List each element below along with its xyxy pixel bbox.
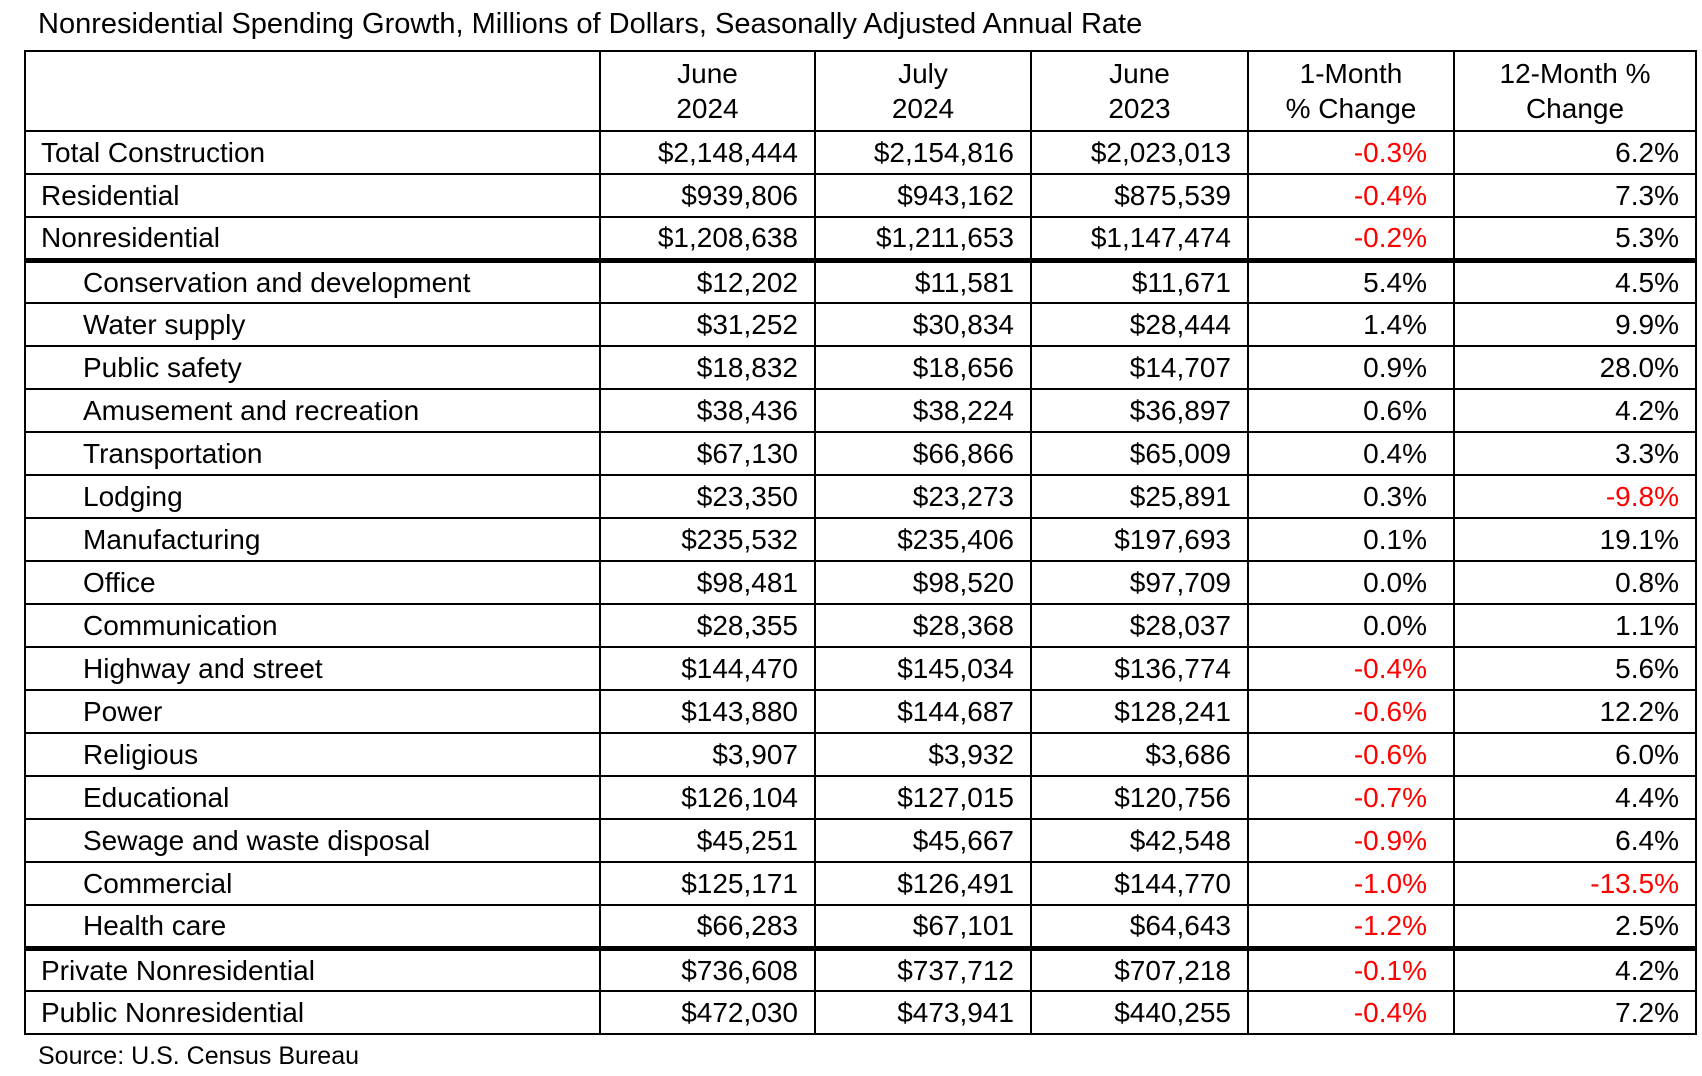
cell-june-2023: $28,037 [1031,604,1248,647]
cell-1-month-pct-change: 0.6% [1248,389,1454,432]
table-row [25,862,1696,905]
header-june-2024 [600,51,815,131]
cell-july-2024: $473,941 [815,991,1031,1034]
cell-12-month-pct-change: 4.2% [1454,389,1696,432]
table-row [25,647,1696,690]
cell-12-month-pct-change: 3.3% [1454,432,1696,475]
header-line-1: 1-Month [1299,57,1403,89]
table-row [25,733,1696,776]
cell-july-2024: $3,932 [815,733,1031,776]
page-title: Nonresidential Spending Growth, Millions of Dollars, Seasonally Adjusted Annual Rate [38,8,1143,40]
cell-june-2024: $3,907 [600,733,815,776]
cell-july-2024: $737,712 [815,948,1031,991]
table-row [25,561,1696,604]
cell-12-month-pct-change: 12.2% [1454,690,1696,733]
cell-june-2023: $875,539 [1031,174,1248,217]
table-row [25,174,1696,217]
header-line-2: Change [1525,93,1625,125]
cell-1-month-pct-change: 0.0% [1248,561,1454,604]
cell-12-month-pct-change: 2.5% [1454,905,1696,948]
row-label: Educational [25,776,600,819]
cell-june-2023: $3,686 [1031,733,1248,776]
table-row [25,303,1696,346]
cell-june-2024: $235,532 [600,518,815,561]
row-label: Health care [25,905,600,948]
cell-june-2024: $38,436 [600,389,815,432]
table-row [25,346,1696,389]
cell-june-2024: $144,470 [600,647,815,690]
header-1-month-pct-change [1248,51,1454,131]
cell-june-2023: $64,643 [1031,905,1248,948]
cell-june-2024: $736,608 [600,948,815,991]
cell-june-2024: $23,350 [600,475,815,518]
cell-12-month-pct-change: 6.0% [1454,733,1696,776]
cell-july-2024: $2,154,816 [815,131,1031,174]
row-label: Commercial [25,862,600,905]
cell-12-month-pct-change: 6.2% [1454,131,1696,174]
cell-12-month-pct-change: 4.2% [1454,948,1696,991]
cell-june-2023: $28,444 [1031,303,1248,346]
cell-12-month-pct-change: 5.3% [1454,217,1696,260]
cell-1-month-pct-change: -0.7% [1248,776,1454,819]
cell-june-2023: $2,023,013 [1031,131,1248,174]
cell-july-2024: $127,015 [815,776,1031,819]
cell-june-2023: $36,897 [1031,389,1248,432]
row-label: Highway and street [25,647,600,690]
row-label: Public safety [25,346,600,389]
cell-june-2023: $25,891 [1031,475,1248,518]
cell-1-month-pct-change: -0.4% [1248,647,1454,690]
cell-1-month-pct-change: -0.2% [1248,217,1454,260]
cell-june-2024: $126,104 [600,776,815,819]
cell-1-month-pct-change: -1.0% [1248,862,1454,905]
cell-june-2023: $144,770 [1031,862,1248,905]
header-category [25,51,600,131]
cell-july-2024: $18,656 [815,346,1031,389]
table-row [25,432,1696,475]
cell-june-2024: $12,202 [600,260,815,303]
cell-july-2024: $67,101 [815,905,1031,948]
header-line-1: 12-Month % [1499,57,1651,89]
table-row [25,604,1696,647]
table-row [25,690,1696,733]
table-row [25,905,1696,948]
cell-july-2024: $30,834 [815,303,1031,346]
row-label: Religious [25,733,600,776]
cell-june-2024: $45,251 [600,819,815,862]
cell-1-month-pct-change: 0.0% [1248,604,1454,647]
table-row [25,991,1696,1034]
table-row [25,776,1696,819]
cell-june-2024: $18,832 [600,346,815,389]
cell-12-month-pct-change: 7.3% [1454,174,1696,217]
cell-july-2024: $38,224 [815,389,1031,432]
cell-june-2023: $440,255 [1031,991,1248,1034]
cell-june-2024: $1,208,638 [600,217,815,260]
header-line-2: 2024 [676,93,739,125]
cell-july-2024: $1,211,653 [815,217,1031,260]
cell-june-2024: $31,252 [600,303,815,346]
cell-june-2023: $707,218 [1031,948,1248,991]
cell-june-2023: $136,774 [1031,647,1248,690]
header-line-2: 2024 [891,93,955,125]
table-row [25,217,1696,260]
header-june-2023 [1031,51,1248,131]
cell-june-2024: $143,880 [600,690,815,733]
cell-july-2024: $126,491 [815,862,1031,905]
cell-12-month-pct-change: 7.2% [1454,991,1696,1034]
cell-june-2024: $98,481 [600,561,815,604]
row-label: Water supply [25,303,600,346]
cell-12-month-pct-change: 0.8% [1454,561,1696,604]
cell-june-2023: $97,709 [1031,561,1248,604]
cell-1-month-pct-change: -0.3% [1248,131,1454,174]
cell-june-2024: $472,030 [600,991,815,1034]
cell-12-month-pct-change: 28.0% [1454,346,1696,389]
row-label: Residential [25,174,600,217]
cell-june-2024: $28,355 [600,604,815,647]
cell-12-month-pct-change: 19.1% [1454,518,1696,561]
row-label: Amusement and recreation [25,389,600,432]
cell-1-month-pct-change: -1.2% [1248,905,1454,948]
row-label: Private Nonresidential [25,948,600,991]
row-label: Sewage and waste disposal [25,819,600,862]
row-label: Total Construction [25,131,600,174]
table-row [25,948,1696,991]
cell-1-month-pct-change: 1.4% [1248,303,1454,346]
table-body [25,131,1696,1034]
cell-12-month-pct-change: 4.4% [1454,776,1696,819]
cell-12-month-pct-change: 9.9% [1454,303,1696,346]
cell-june-2024: $939,806 [600,174,815,217]
row-label: Communication [25,604,600,647]
cell-12-month-pct-change: -9.8% [1454,475,1696,518]
cell-june-2023: $1,147,474 [1031,217,1248,260]
table-row [25,389,1696,432]
header-line-2: % Change [1285,93,1417,125]
cell-june-2024: $66,283 [600,905,815,948]
table-row [25,475,1696,518]
row-label: Transportation [25,432,600,475]
cell-1-month-pct-change: 0.3% [1248,475,1454,518]
header-line-1: June [677,57,738,89]
cell-12-month-pct-change: -13.5% [1454,862,1696,905]
cell-june-2024: $125,171 [600,862,815,905]
cell-july-2024: $235,406 [815,518,1031,561]
cell-1-month-pct-change: -0.9% [1248,819,1454,862]
cell-july-2024: $66,866 [815,432,1031,475]
cell-july-2024: $11,581 [815,260,1031,303]
header-july-2024 [815,51,1031,131]
cell-june-2023: $65,009 [1031,432,1248,475]
cell-12-month-pct-change: 1.1% [1454,604,1696,647]
cell-july-2024: $23,273 [815,475,1031,518]
cell-12-month-pct-change: 6.4% [1454,819,1696,862]
cell-july-2024: $145,034 [815,647,1031,690]
cell-1-month-pct-change: 0.1% [1248,518,1454,561]
cell-1-month-pct-change: -0.4% [1248,991,1454,1034]
header-line-1: June [1109,57,1170,89]
source-note: Source: U.S. Census Bureau [38,1042,359,1071]
header-line-2: 2023 [1108,93,1171,125]
table-row [25,819,1696,862]
row-label: Office [25,561,600,604]
cell-july-2024: $28,368 [815,604,1031,647]
row-label: Lodging [25,475,600,518]
row-label: Power [25,690,600,733]
cell-june-2024: $2,148,444 [600,131,815,174]
cell-june-2023: $128,241 [1031,690,1248,733]
cell-1-month-pct-change: 0.4% [1248,432,1454,475]
cell-july-2024: $144,687 [815,690,1031,733]
spending-table [24,50,1697,1035]
row-label: Manufacturing [25,518,600,561]
cell-12-month-pct-change: 5.6% [1454,647,1696,690]
cell-july-2024: $943,162 [815,174,1031,217]
table-row [25,260,1696,303]
cell-july-2024: $45,667 [815,819,1031,862]
row-label: Conservation and development [25,260,600,303]
header-line-1: July [898,57,948,89]
cell-june-2024: $67,130 [600,432,815,475]
cell-june-2023: $120,756 [1031,776,1248,819]
table-header-row [25,51,1696,131]
cell-june-2023: $197,693 [1031,518,1248,561]
table-row [25,518,1696,561]
cell-1-month-pct-change: -0.1% [1248,948,1454,991]
cell-1-month-pct-change: 5.4% [1248,260,1454,303]
table-header [25,51,1696,131]
header-12-month-pct-change [1454,51,1696,131]
cell-june-2023: $14,707 [1031,346,1248,389]
cell-1-month-pct-change: 0.9% [1248,346,1454,389]
cell-12-month-pct-change: 4.5% [1454,260,1696,303]
cell-1-month-pct-change: -0.6% [1248,690,1454,733]
cell-june-2023: $42,548 [1031,819,1248,862]
cell-july-2024: $98,520 [815,561,1031,604]
cell-1-month-pct-change: -0.6% [1248,733,1454,776]
row-label: Nonresidential [25,217,600,260]
table-row [25,131,1696,174]
cell-1-month-pct-change: -0.4% [1248,174,1454,217]
cell-june-2023: $11,671 [1031,260,1248,303]
row-label: Public Nonresidential [25,991,600,1034]
